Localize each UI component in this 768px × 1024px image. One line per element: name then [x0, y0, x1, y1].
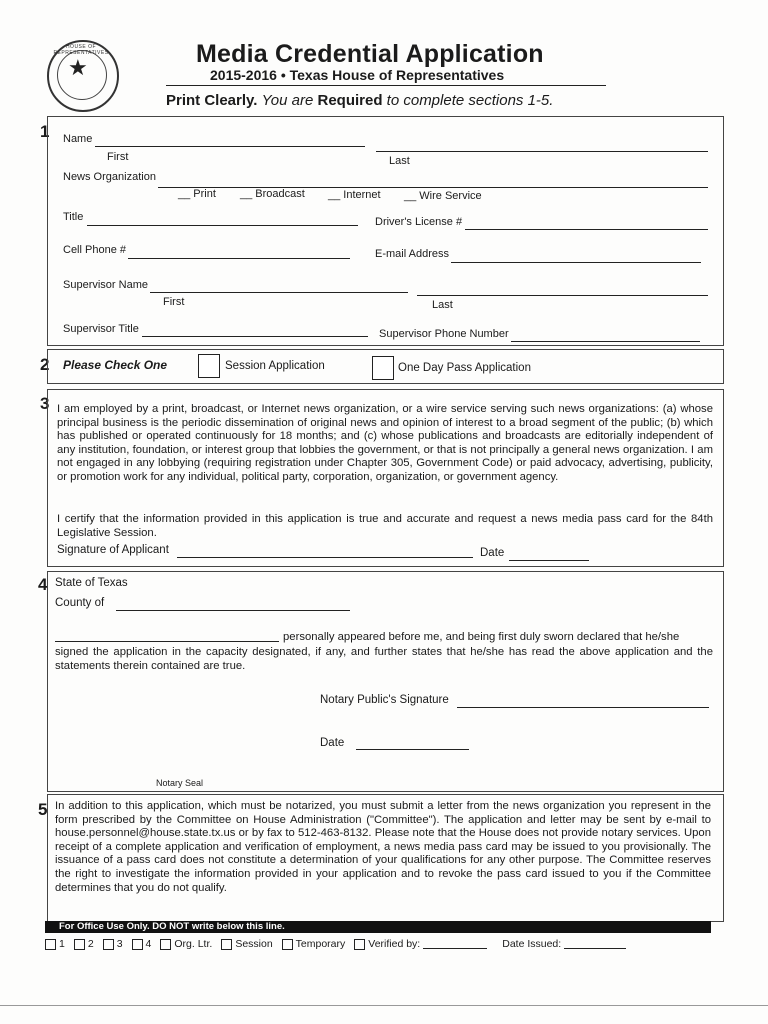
affiant-name-field[interactable]: [55, 641, 279, 642]
verified-by-field[interactable]: [423, 939, 487, 949]
date-label: Date: [480, 547, 505, 559]
checkbox-icon[interactable]: [45, 939, 56, 950]
supervisor-last-label: Last: [432, 299, 453, 311]
supervisor-first-field[interactable]: [150, 292, 408, 293]
first-label: First: [107, 151, 129, 163]
texas-house-seal: [47, 40, 119, 112]
internet-option[interactable]: __ Internet: [328, 189, 381, 201]
applicant-date-field[interactable]: [509, 560, 589, 561]
session-application-label: Session Application: [225, 360, 325, 372]
submission-instructions: In addition to this application, which must be notarized, you must submit a letter from the news organization you represent in the form prescribed by the Committee on House Administration ("Committee"). The application and letter may be sent by e-mail to house.personnel@house.state.tx.us or by fax to 512-463-8132. Please note that the House does not provide notary services. Upon receipt of a complete application and verification of employment, a news media pass card may be issued to you provisionally. The issuance of a pass card does not constitute a determination of your qualifications for any other purpose. The Committee reserves the right to investigate the information provided in your application and to revoke the pass card issued to you if the Committee determines that you do not qualify.: [55, 800, 711, 894]
page-subtitle: 2015-2016 • Texas House of Representatives: [210, 67, 505, 83]
office-item-date-issued[interactable]: Date Issued:: [502, 938, 626, 950]
checkbox-icon[interactable]: [132, 939, 143, 950]
section-5-number: 5: [38, 800, 48, 819]
print-clearly: Print Clearly.: [166, 92, 258, 109]
office-item-session[interactable]: Session: [221, 938, 272, 950]
certification-statement: I certify that the information provided in this application is true and accurate and request a news media pass card for the 84th Legislative Session.: [57, 513, 713, 539]
office-item-org-ltr[interactable]: Org. Ltr.: [160, 938, 212, 950]
title-label: Title: [63, 211, 84, 223]
office-item-1[interactable]: 1: [45, 938, 65, 950]
checkbox-icon[interactable]: [221, 939, 232, 950]
please-check-one: Please Check One: [63, 358, 168, 372]
office-item-temporary[interactable]: Temporary: [282, 938, 346, 950]
county-field[interactable]: [116, 610, 350, 611]
office-item-verified[interactable]: Verified by:: [354, 938, 487, 950]
last-label: Last: [389, 155, 410, 167]
star-icon: ★: [68, 55, 88, 80]
employment-statement: I am employed by a print, broadcast, or Internet news organization, or a wire service serving such news organizations: (a) whose principal business is the periodic dissemination of original news and opinion of interest to a broad segment of the public; (b) which has published or operated continuously for 18 months; and (c) whose publications and broadcasts are editorially independent of any institution, foundation, or interest group that lobbies the government, or that is not principally a general news organization. I am not engaged in any lobbying (requiring registration under Chapter 305, Government Code) or paid advocacy, advertising, publicity, or promotion work for any individual, political party, corporation, organization, or government agency.: [57, 403, 713, 483]
email-label: E-mail Address: [375, 248, 449, 260]
office-item-2[interactable]: 2: [74, 938, 94, 950]
signature-label: Signature of Applicant: [57, 544, 169, 556]
applicant-signature-field[interactable]: [177, 557, 473, 558]
checkbox-icon[interactable]: [103, 939, 114, 950]
checkbox-icon[interactable]: [282, 939, 293, 950]
supervisor-title-label: Supervisor Title: [63, 323, 139, 335]
you-are: You are: [261, 92, 314, 109]
county-label: County of: [55, 597, 105, 609]
page-title: Media Credential Application: [196, 40, 544, 68]
print-option[interactable]: __ Print: [178, 188, 216, 200]
one-day-checkbox[interactable]: [372, 356, 394, 380]
title-rule: [166, 85, 606, 86]
broadcast-option[interactable]: __ Broadcast: [240, 188, 305, 200]
checkbox-icon[interactable]: [74, 939, 85, 950]
section-4-number: 4: [38, 575, 48, 594]
notary-seal-label: Notary Seal: [156, 778, 204, 788]
section-4-box: [47, 571, 724, 792]
supervisor-phone-field[interactable]: [511, 341, 700, 342]
checkbox-icon[interactable]: [160, 939, 171, 950]
notary-date-label: Date: [320, 737, 345, 749]
cell-phone-field[interactable]: [128, 258, 350, 259]
office-item-4[interactable]: 4: [132, 938, 152, 950]
notary-signature-field[interactable]: [457, 707, 709, 708]
seal-text: HOUSE OF REPRESENTATIVES: [53, 44, 109, 56]
license-label: Driver's License #: [375, 216, 463, 228]
name-label: Name: [63, 133, 93, 145]
notary-date-field[interactable]: [356, 749, 469, 750]
license-field[interactable]: [465, 229, 708, 230]
title-field[interactable]: [87, 225, 358, 226]
required-word: Required: [317, 92, 383, 109]
appeared-statement: personally appeared before me, and being first duly sworn declared that he/she: [283, 631, 680, 643]
sworn-statement: signed the application in the capacity designated, if any, and further states that he/she has read the above application and the statements therein contained are true.: [55, 646, 713, 672]
section-1-number: 1: [40, 122, 50, 141]
instructions: [166, 92, 553, 109]
supervisor-name-label: Supervisor Name: [63, 279, 148, 291]
one-day-pass-label: One Day Pass Application: [398, 362, 531, 374]
office-use-row: [45, 938, 635, 950]
supervisor-last-field[interactable]: [417, 295, 708, 296]
section-2-number: 2: [40, 355, 50, 374]
date-issued-field[interactable]: [564, 939, 626, 949]
session-checkbox[interactable]: [198, 354, 220, 378]
section-3-number: 3: [40, 394, 50, 413]
news-org-label: News Organization: [63, 171, 156, 183]
email-field[interactable]: [451, 262, 701, 263]
wire-service-option[interactable]: __ Wire Service: [404, 190, 482, 202]
supervisor-title-field[interactable]: [142, 336, 368, 337]
first-name-field[interactable]: [95, 146, 365, 147]
office-item-3[interactable]: 3: [103, 938, 123, 950]
last-name-field[interactable]: [376, 151, 708, 152]
supervisor-first-label: First: [163, 296, 185, 308]
supervisor-phone-label: Supervisor Phone Number: [379, 328, 509, 340]
notary-signature-label: Notary Public's Signature: [320, 694, 449, 706]
checkbox-icon[interactable]: [354, 939, 365, 950]
instruction-tail: to complete sections 1-5.: [386, 92, 554, 109]
cell-phone-label: Cell Phone #: [63, 244, 126, 256]
office-use-header: For Office Use Only. DO NOT write below this line.: [45, 921, 711, 933]
scan-edge: [0, 1005, 768, 1006]
state-of-texas: State of Texas: [55, 577, 128, 589]
